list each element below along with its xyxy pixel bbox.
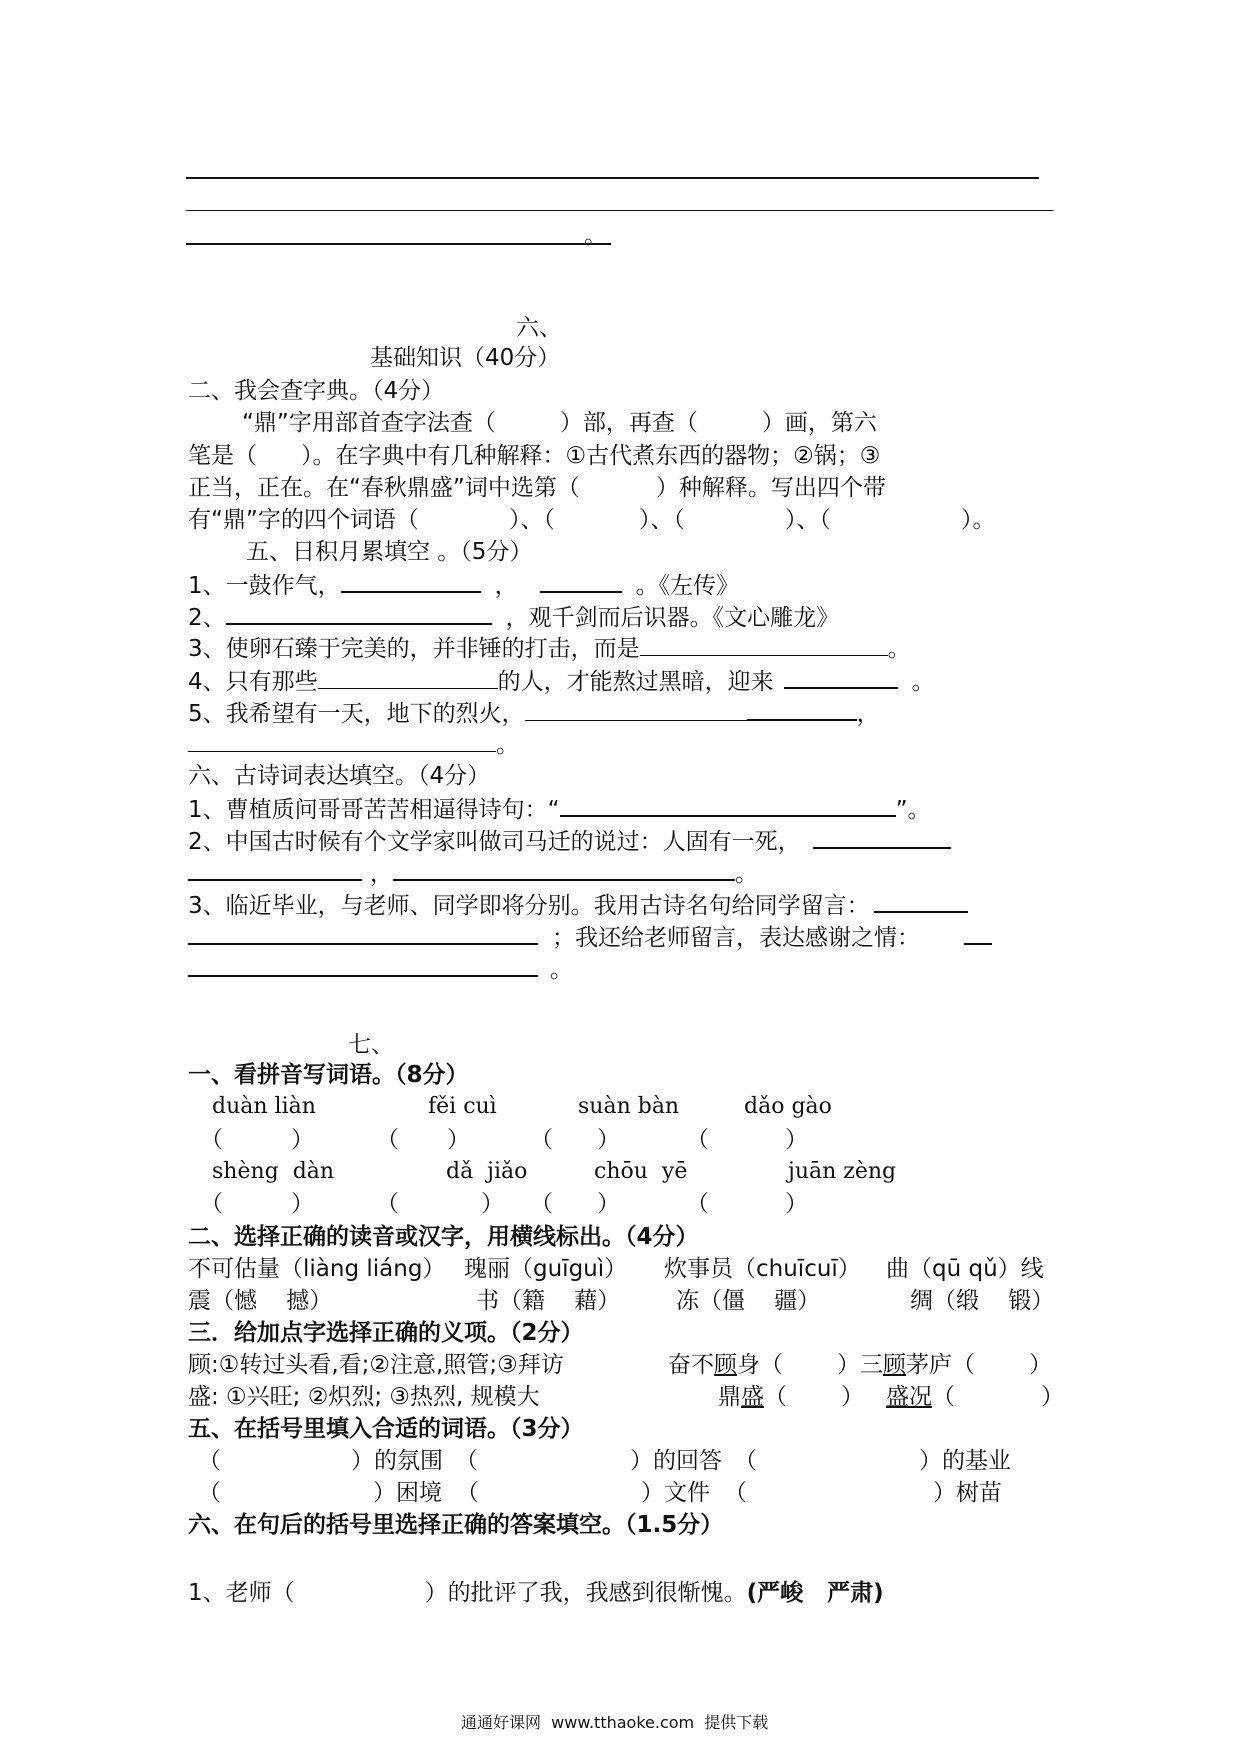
p3-r2b: 鼎盛（ ） 盛况（ ） (718, 1384, 1064, 1410)
footer-credit: 通通好课网 www.tthaoke.com 提供下载 (461, 1713, 769, 1732)
pinyin-6: dǎ jiǎo (446, 1159, 528, 1184)
q6-item-2-cont: ， 。 (188, 857, 758, 889)
pinyin-4: dǎo gào (744, 1094, 832, 1119)
q5-item-5: 5、我希望有一天，地下的烈火， ， (188, 697, 880, 729)
q2-line-4: 有“鼎”字的四个词语（ ）、（ ）、（ ）、（ ）。 (188, 507, 996, 533)
q6-item-1: 1、曹植质问哥哥苦苦相逼得诗句：“ ”。 (188, 793, 930, 825)
q2-line-3: 正当，正在。在“春秋鼎盛”词中选第（ ）种解释。写出四个带 (188, 475, 886, 501)
p5-title: 五、在括号里填入合适的词语。（3分） (188, 1416, 584, 1442)
p2-title: 二、选择正确的读音或汉字，用横线标出。（4分） (188, 1224, 699, 1250)
p3-r1a: 顾:①转过头看,看;②注意,照管;③拜访 (188, 1352, 564, 1378)
p5-r2: （ ）困境 （ ）文件 （ ）树苗 (198, 1480, 1002, 1506)
p2-r1a: 不可估量（liàng liáng） (188, 1256, 446, 1282)
p2-r1c: 炊事员（chuīcuī） (664, 1256, 861, 1282)
q6-item-3-end: 。 (188, 953, 573, 985)
q2-line-2: 笔是（ ）。在字典中有几种解释：①古代煮东西的器物；②锅；③ (188, 443, 881, 469)
paren-row-2: （ ） （ ） （ ） （ ） (200, 1191, 808, 1217)
answer-line-end: 。 (584, 223, 607, 249)
pinyin-2: fěi cuì (428, 1094, 497, 1119)
pinyin-1: duàn liàn (212, 1094, 316, 1119)
p6-title: 六、在句后的括号里选择正确的答案填空。（1.5分） (188, 1512, 724, 1538)
q5-item-3: 3、使卵石臻于完美的，并非锤的打击，而是 。 (188, 633, 911, 664)
answer-line-1 (186, 177, 1039, 179)
q6-title: 六、古诗词表达填空。（4分） (188, 763, 491, 789)
answer-line-2 (186, 210, 1053, 211)
p3-r2a: 盛: ①兴旺; ②炽烈; ③热烈, 规模大 (188, 1384, 540, 1410)
q2-line-1: “鼎”字用部首查字法查（ ）部，再查（ ）画，第六 (242, 410, 877, 436)
p2-r1b: 瑰丽（guīguì） (464, 1256, 628, 1282)
q5-title: 五、日积月累填空 。（5分） (246, 539, 533, 565)
pinyin-8: juān zèng (788, 1159, 897, 1184)
q5-item-2: 2、 ，观千剑而后识器。《文心雕龙》 (188, 601, 839, 633)
p2-r2a: 震（憾 撼） (188, 1288, 333, 1314)
p2-r2c: 冻（僵 疆） (676, 1288, 821, 1314)
q6-item-3-cont: ；我还给老师留言，表达感谢之情： (188, 921, 992, 953)
q2-title: 二、我会查字典。（4分） (188, 378, 445, 404)
q5-item-5-cont: 。 (188, 729, 519, 760)
p3-title: 三．给加点字选择正确的义项。（2分） (188, 1320, 584, 1346)
q5-item-1: 1、一鼓作气， ， 。《左传》 (188, 569, 739, 601)
pinyin-7: chōu yē (594, 1159, 688, 1184)
p1-title: 一、看拼音写词语。（8分） (188, 1062, 469, 1088)
p5-r1: （ ）的氛围 （ ）的回答 （ ）的基业 (198, 1448, 1011, 1474)
q6-item-3: 3、临近毕业，与老师、同学即将分别。我用古诗名句给同学留言： (188, 889, 968, 921)
section-six-number: 六、 (516, 315, 562, 341)
pinyin-5: shèng dàn (212, 1159, 335, 1184)
p2-r2d: 绸（缎 锻） (910, 1288, 1055, 1314)
pinyin-3: suàn bàn (578, 1094, 680, 1119)
p2-r2b: 书（籍 藉） (476, 1288, 621, 1314)
p3-r1b: 奋不顾身（ ）三顾茅庐（ ） (668, 1352, 1052, 1378)
answer-line-3 (186, 243, 611, 245)
section-seven-number: 七、 (348, 1032, 394, 1058)
q5-item-4: 4、只有那些 的人，才能熬过黑暗，迎来 。 (188, 665, 935, 697)
p2-r1d: 曲（qū qǔ）线 (886, 1256, 1044, 1282)
p6-item-1: 1、老师（ ）的批评了我，我感到很惭愧。(严峻 严肃) (188, 1580, 884, 1606)
q6-item-2: 2、中国古时候有个文学家叫做司马迁的说过：人固有一死， (188, 825, 951, 857)
section-six-title: 基础知识（40分） (370, 345, 561, 371)
paren-row-1: （ ） （ ） （ ） （ ） (200, 1127, 808, 1153)
